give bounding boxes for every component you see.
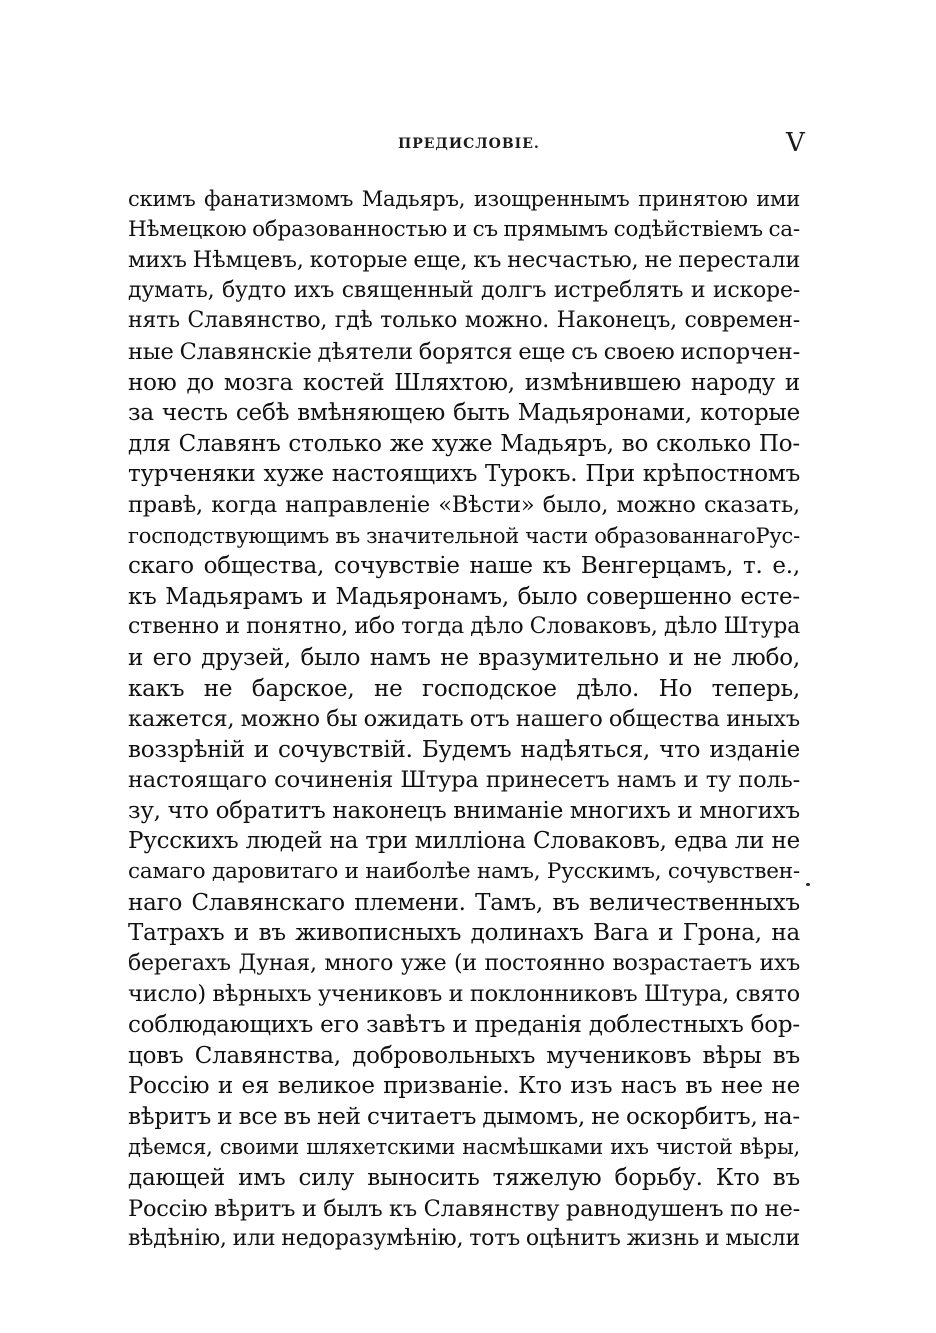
text-line: какъ не барское, не господское дѣло. Но теперь, <box>128 675 800 702</box>
text-line: зу, что обратитъ наконецъ вниманіе многихъ и многихъ <box>128 797 800 824</box>
text-line: Русскихъ людей на три милліона Словаковъ, едва ли не <box>128 828 800 855</box>
text-line: вѣдѣнію, или недоразумѣнію, тотъ оцѣнитъ жизнь и мысли <box>128 1226 800 1252</box>
text-line: наго Славянскаго племени. Тамъ, въ величественныхъ <box>128 889 800 916</box>
body-text <box>128 184 800 1255</box>
text-line: настоящаго сочиненія Штура принесетъ намъ и ту поль- <box>128 767 800 794</box>
text-line: господствующимъ въ значительной части образованнагоРус- <box>128 523 800 548</box>
text-line: нять Славянство, гдѣ только можно. Наконецъ, современ- <box>128 308 800 334</box>
text-line: къ Мадьярамъ и Мадьяронамъ, было совершенно есте- <box>128 583 800 610</box>
text-line: соблюдающихъ его завѣтъ и преданія доблестныхъ бор- <box>128 1012 800 1039</box>
text-line: самаго даровитаго и наиболѣе намъ, Русскимъ, сочувствен- <box>128 859 800 885</box>
text-line: кажется, можно бы ожидать отъ нашего общества иныхъ <box>128 706 800 733</box>
text-line: михъ Нѣмцевъ, которые еще, къ несчастью, не перестали <box>128 247 801 274</box>
text-line: Нѣмецкою образованностью и съ прямымъ содѣйствіемъ са- <box>128 216 800 242</box>
text-line: для Славянъ столько же хуже Мадьяръ, во сколько По- <box>128 430 800 457</box>
text-line: цовъ Славянства, добровольныхъ мучениковъ вѣры въ <box>128 1042 800 1069</box>
text-line: правѣ, когда направленіе «Вѣсти» было, можно сказать, <box>128 491 800 518</box>
text-line: ные Славянскіе дѣятели борятся еще съ своею испорчен- <box>128 338 800 365</box>
text-line: ною до мозга костей Шляхтою, измѣнившею народу и <box>128 369 800 396</box>
text-line: Россію вѣритъ и былъ къ Славянству равнодушенъ по не- <box>128 1195 800 1222</box>
page-number: V <box>786 128 805 158</box>
text-line: воззрѣній и сочувствій. Будемъ надѣяться, что изданіе <box>128 736 800 763</box>
text-line: дѣемся, своими шляхетскими насмѣшками ихъ чистой вѣры, <box>128 1135 800 1160</box>
text-line: берегахъ Дуная, много уже (и постоянно возрастаетъ ихъ <box>128 950 800 976</box>
text-line: скаго общества, сочувствіе наше къ Венгерцамъ, т. е., <box>128 553 800 580</box>
running-title: ПРЕДИСЛОВІЕ. <box>398 136 540 152</box>
text-line: Татрахъ и въ живописныхъ долинахъ Вага и Грона, на <box>128 920 800 947</box>
text-line: ственно и понятно, ибо тогда дѣло Словаковъ, дѣло Штура <box>128 614 800 640</box>
text-line: за честь себѣ вмѣняющею быть Мадьяронами, которые <box>128 400 800 427</box>
print-speck <box>806 883 810 886</box>
text-line: скимъ фанатизмомъ Мадьяръ, изощреннымъ принятою ими <box>128 187 800 211</box>
text-line: думать, будто ихъ священный долгъ истреблять и искоре- <box>128 277 800 303</box>
text-line: турченяки хуже настоящихъ Турокъ. При крѣпостномъ <box>128 461 800 488</box>
text-line: дающей имъ силу выносить тяжелую борьбу. Кто въ <box>128 1165 800 1191</box>
text-line: вѣритъ и все въ ней считаетъ дымомъ, не оскорбитъ, на- <box>128 1103 800 1130</box>
text-line: и его друзей, было намъ не вразумительно и не любо, <box>128 644 800 671</box>
text-line: число) вѣрныхъ учениковъ и поклонниковъ Штура, свято <box>128 981 800 1008</box>
text-line: Россію и ея великое призваніе. Кто изъ насъ въ нее не <box>128 1073 800 1100</box>
